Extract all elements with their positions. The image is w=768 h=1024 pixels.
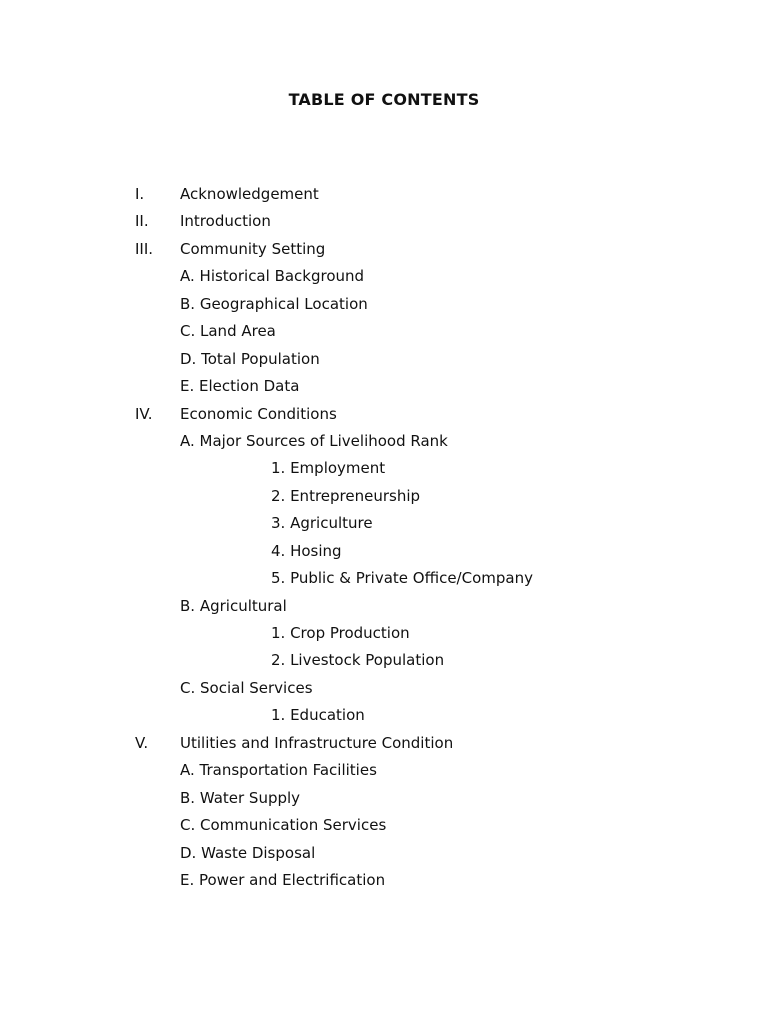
- table-of-contents: [0, 183, 768, 896]
- toc-subsection: [0, 265, 768, 292]
- toc-entry-text: C. Social Services: [180, 678, 313, 697]
- toc-subitem: [0, 485, 768, 512]
- toc-entry-text: Economic Conditions: [180, 404, 337, 423]
- toc-entry-text: Acknowledgement: [180, 185, 319, 203]
- toc-entry-text: C. Communication Services: [180, 816, 387, 835]
- toc-subsection: [0, 787, 768, 814]
- toc-section-numeral: V.: [135, 733, 149, 752]
- toc-section: [0, 183, 768, 210]
- toc-subsection: [0, 869, 768, 896]
- toc-entry-text: Community Setting: [180, 239, 326, 258]
- toc-section: [0, 732, 768, 759]
- toc-section: [0, 403, 768, 430]
- page-title: TABLE OF CONTENTS: [288, 90, 480, 109]
- toc-section-numeral: I.: [135, 185, 145, 203]
- toc-entry-text: A. Transportation Facilities: [180, 761, 377, 780]
- toc-entry-text: 2. Livestock Population: [271, 651, 445, 670]
- toc-entry-text: D. Waste Disposal: [180, 843, 316, 862]
- toc-entry-text: 1. Crop Production: [271, 624, 410, 642]
- toc-entry-text: 1. Education: [271, 706, 365, 725]
- toc-entry-text: B. Agricultural: [180, 596, 287, 615]
- toc-section: [0, 238, 768, 265]
- toc-entry-text: B. Water Supply: [180, 788, 301, 807]
- toc-entry-text: A. Historical Background: [180, 267, 365, 286]
- toc-entry-text: C. Land Area: [180, 322, 276, 341]
- toc-entry-text: D. Total Population: [180, 349, 320, 368]
- toc-section-numeral: IV.: [135, 404, 153, 423]
- toc-subsection: [0, 595, 768, 622]
- toc-subsection: [0, 375, 768, 402]
- toc-subitem: [0, 622, 768, 649]
- toc-subsection: [0, 293, 768, 320]
- toc-entry-text: A. Major Sources of Livelihood Rank: [180, 431, 448, 450]
- toc-subitem: [0, 540, 768, 567]
- toc-section: [0, 210, 768, 237]
- toc-entry-text: E. Election Data: [180, 377, 300, 396]
- toc-subitem: [0, 457, 768, 484]
- toc-entry-text: 5. Public & Private Office/Company: [271, 569, 533, 588]
- toc-entry-text: 1. Employment: [271, 459, 386, 478]
- toc-entry-text: 3. Agriculture: [271, 514, 373, 533]
- toc-subitem: [0, 649, 768, 676]
- toc-subsection: [0, 677, 768, 704]
- toc-subsection: [0, 814, 768, 841]
- toc-entry-text: 4. Hosing: [271, 541, 342, 560]
- toc-subsection: [0, 348, 768, 375]
- toc-subsection: [0, 430, 768, 457]
- toc-subsection: [0, 759, 768, 786]
- toc-subitem: [0, 512, 768, 539]
- toc-entry-text: B. Geographical Location: [180, 294, 368, 313]
- toc-subsection: [0, 842, 768, 869]
- toc-entry-text: Utilities and Infrastructure Condition: [180, 733, 454, 752]
- toc-section-numeral: III.: [135, 239, 154, 258]
- toc-entry-text: Introduction: [180, 212, 271, 231]
- toc-subitem: [0, 704, 768, 731]
- toc-section-numeral: II.: [135, 212, 149, 231]
- toc-entry-text: E. Power and Electrification: [180, 870, 386, 889]
- toc-subsection: [0, 320, 768, 347]
- toc-entry-text: 2. Entrepreneurship: [271, 486, 421, 505]
- toc-subitem: [0, 567, 768, 594]
